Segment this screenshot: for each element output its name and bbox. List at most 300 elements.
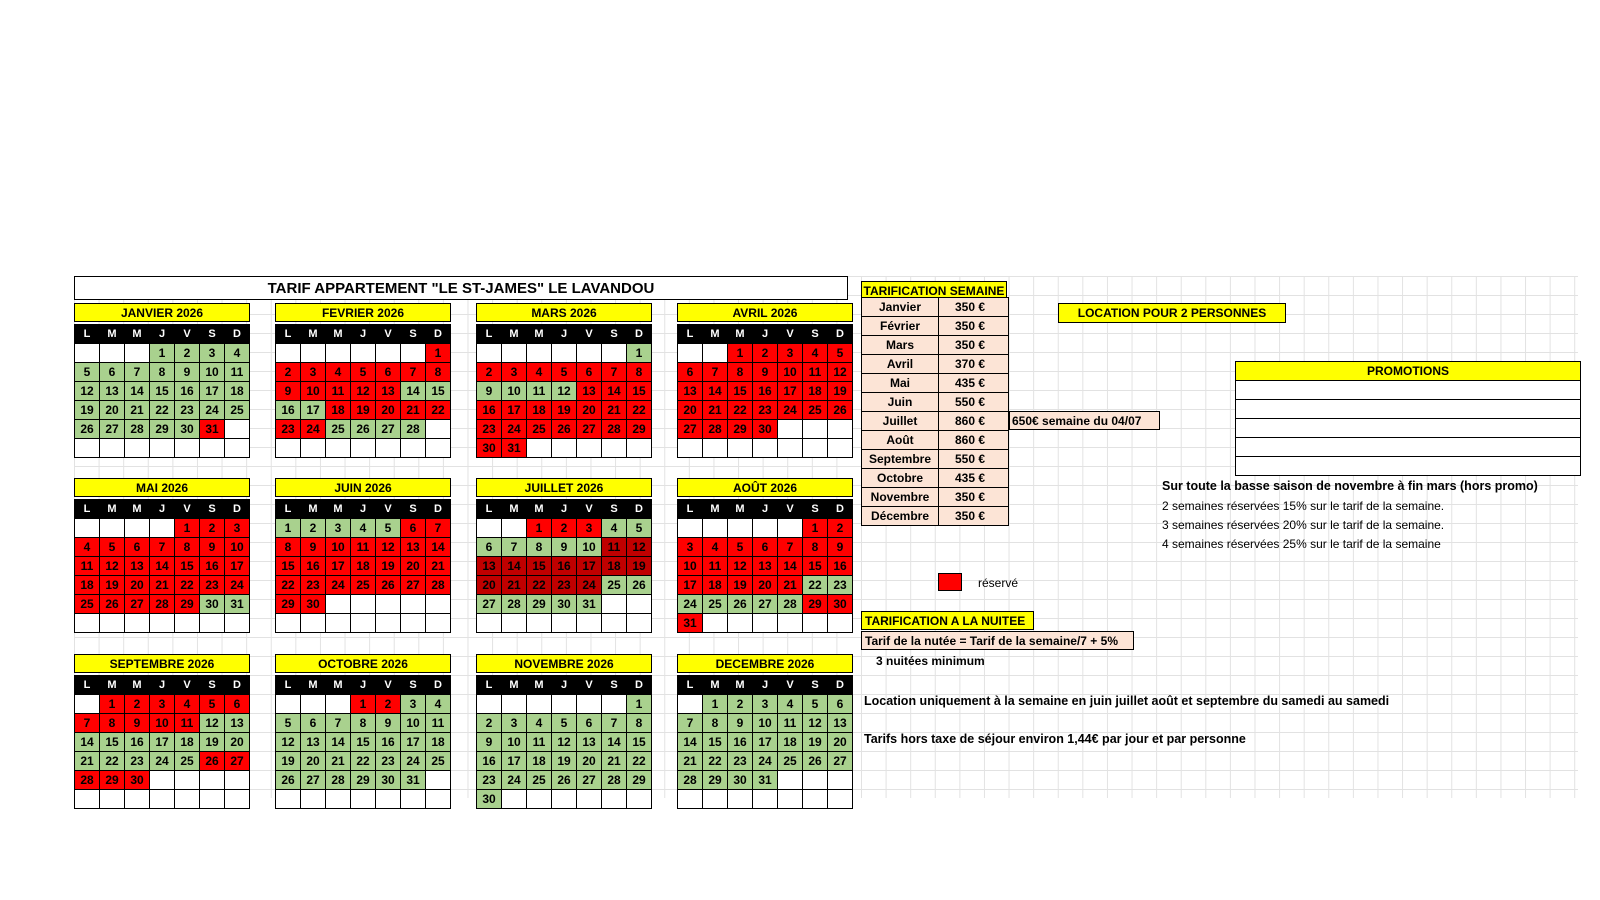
- day-cell-reserved: 8: [728, 363, 753, 382]
- promotion-row: [1235, 419, 1581, 438]
- day-cell-reserved: 16: [301, 557, 326, 576]
- weekday-header: L: [276, 676, 301, 695]
- empty-cell: [527, 439, 552, 458]
- day-cell-reserved: 24: [577, 576, 602, 595]
- day-cell-reserved: 20: [678, 401, 703, 420]
- weekday-header: M: [301, 500, 326, 519]
- day-cell-available: 26: [552, 771, 577, 790]
- empty-cell: [301, 790, 326, 809]
- tarif-row: [862, 355, 1009, 374]
- day-cell-available: 23: [828, 576, 853, 595]
- day-cell-reserved: 18: [75, 576, 100, 595]
- day-cell-reserved: 24: [301, 420, 326, 439]
- empty-cell: [225, 420, 250, 439]
- weekday-header: S: [803, 500, 828, 519]
- day-cell-reserved: 18: [326, 401, 351, 420]
- empty-cell: [376, 614, 401, 633]
- day-cell-available: 3: [502, 714, 527, 733]
- day-cell-reserved: 12: [100, 557, 125, 576]
- tarif-month: Février: [862, 317, 939, 336]
- month-name: OCTOBRE 2026: [275, 654, 451, 673]
- day-cell-reserved: 11: [326, 382, 351, 401]
- empty-cell: [401, 790, 426, 809]
- day-cell-reserved: 7: [150, 538, 175, 557]
- weekday-header: D: [627, 325, 652, 344]
- day-cell-reserved: 15: [276, 557, 301, 576]
- tarif-price: 550 €: [939, 393, 1009, 412]
- day-cell-available: 13: [225, 714, 250, 733]
- tarif-month: Octobre: [862, 469, 939, 488]
- weekday-header: L: [477, 325, 502, 344]
- weekday-header: D: [828, 500, 853, 519]
- empty-cell: [426, 595, 451, 614]
- empty-cell: [401, 344, 426, 363]
- day-cell-available: 24: [502, 771, 527, 790]
- empty-cell: [703, 519, 728, 538]
- weekday-header: V: [577, 676, 602, 695]
- weekday-header: M: [326, 500, 351, 519]
- weekday-header: M: [527, 500, 552, 519]
- day-cell-reserved: 28: [426, 576, 451, 595]
- day-cell-reserved: 26: [828, 401, 853, 420]
- empty-cell: [150, 614, 175, 633]
- empty-cell: [552, 439, 577, 458]
- day-cell-available: 19: [200, 733, 225, 752]
- juillet-note: 650€ semaine du 04/07: [1009, 411, 1160, 430]
- day-cell-reserved: 17: [778, 382, 803, 401]
- empty-cell: [778, 614, 803, 633]
- day-cell-available: 30: [728, 771, 753, 790]
- day-cell-available: 11: [778, 714, 803, 733]
- empty-cell: [150, 439, 175, 458]
- day-cell-reserved: 31: [678, 614, 703, 633]
- day-cell-reserved: 5: [351, 363, 376, 382]
- day-cell-reserved: 17: [678, 576, 703, 595]
- day-cell-reserved: 30: [301, 595, 326, 614]
- month-grid: [275, 675, 451, 809]
- day-cell-available: 7: [502, 538, 527, 557]
- day-cell-available: 21: [125, 401, 150, 420]
- day-cell-reserved: 1: [728, 344, 753, 363]
- empty-cell: [75, 519, 100, 538]
- weekday-header: D: [225, 325, 250, 344]
- empty-cell: [426, 771, 451, 790]
- day-cell-reserved: 31: [200, 420, 225, 439]
- day-cell-reserved: 12: [351, 382, 376, 401]
- tarif-price: 370 €: [939, 355, 1009, 374]
- day-cell-available: 17: [401, 733, 426, 752]
- day-cell-reserved: 1: [426, 344, 451, 363]
- empty-cell: [326, 790, 351, 809]
- day-cell-available: 5: [75, 363, 100, 382]
- tarif-row: [862, 336, 1009, 355]
- day-cell-reserved: 6: [376, 363, 401, 382]
- empty-cell: [75, 344, 100, 363]
- tarif-row: [862, 393, 1009, 412]
- weekday-header: M: [728, 500, 753, 519]
- day-cell-reserved: 25: [351, 576, 376, 595]
- day-cell-available: 14: [75, 733, 100, 752]
- day-cell-reserved: 25: [75, 595, 100, 614]
- day-cell-reserved: 17: [502, 401, 527, 420]
- weekday-header: D: [627, 676, 652, 695]
- day-cell-reserved: 21: [150, 576, 175, 595]
- weekday-header: D: [426, 676, 451, 695]
- day-cell-reserved: 24: [778, 401, 803, 420]
- empty-cell: [627, 614, 652, 633]
- empty-cell: [728, 614, 753, 633]
- tarif-month: Mars: [862, 336, 939, 355]
- empty-cell: [753, 614, 778, 633]
- day-cell-available: 16: [477, 752, 502, 771]
- weekday-header: J: [351, 676, 376, 695]
- month-grid: [677, 675, 853, 809]
- day-cell-reserved: 4: [703, 538, 728, 557]
- day-cell-reserved: 30: [125, 771, 150, 790]
- tarif-month: Novembre: [862, 488, 939, 507]
- empty-cell: [527, 344, 552, 363]
- month-calendar: [476, 478, 652, 633]
- month-calendar: [476, 303, 652, 458]
- day-cell-reserved: 27: [125, 595, 150, 614]
- day-cell-available: 8: [150, 363, 175, 382]
- day-cell-reserved: 1: [351, 695, 376, 714]
- empty-cell: [200, 790, 225, 809]
- day-cell-reserved: 26: [376, 576, 401, 595]
- day-cell-available: 22: [803, 576, 828, 595]
- day-cell-reserved: 4: [527, 363, 552, 382]
- day-cell-available: 27: [100, 420, 125, 439]
- day-cell-reserved: 25: [803, 401, 828, 420]
- tarif-price: 350 €: [939, 507, 1009, 526]
- day-cell-reserved: 16: [828, 557, 853, 576]
- day-cell-available: 8: [703, 714, 728, 733]
- day-cell-available: 30: [552, 595, 577, 614]
- month-name: SEPTEMBRE 2026: [74, 654, 250, 673]
- day-cell-available: 20: [301, 752, 326, 771]
- empty-cell: [175, 439, 200, 458]
- weekday-header: M: [125, 500, 150, 519]
- day-cell-reserved: 27: [225, 752, 250, 771]
- day-cell-reserved: 12: [728, 557, 753, 576]
- month-calendar: [74, 654, 250, 809]
- empty-cell: [376, 344, 401, 363]
- weekday-header: L: [678, 676, 703, 695]
- weekday-header: M: [728, 325, 753, 344]
- weekday-header: L: [678, 500, 703, 519]
- day-cell-available: 10: [753, 714, 778, 733]
- weekday-header: J: [753, 500, 778, 519]
- day-cell-reserved: 12: [627, 538, 652, 557]
- month-name: AVRIL 2026: [677, 303, 853, 322]
- weekday-header: M: [728, 676, 753, 695]
- day-cell-reserved: 8: [100, 714, 125, 733]
- tarif-month: Septembre: [862, 450, 939, 469]
- day-cell-reserved: 21: [401, 401, 426, 420]
- day-cell-available: 30: [200, 595, 225, 614]
- day-cell-available: 26: [627, 576, 652, 595]
- day-cell-available: 30: [376, 771, 401, 790]
- weekday-header: M: [703, 676, 728, 695]
- nuitee-header: TARIFICATION A LA NUITEE: [861, 611, 1034, 630]
- empty-cell: [351, 790, 376, 809]
- month-name: JANVIER 2026: [74, 303, 250, 322]
- day-cell-available: 27: [301, 771, 326, 790]
- weekday-header: J: [150, 500, 175, 519]
- day-cell-reserved: 1: [803, 519, 828, 538]
- day-cell-reserved: 10: [326, 538, 351, 557]
- weekday-header: V: [175, 500, 200, 519]
- day-cell-reserved: 27: [678, 420, 703, 439]
- day-cell-available: 11: [426, 714, 451, 733]
- empty-cell: [75, 695, 100, 714]
- day-cell-available: 28: [401, 420, 426, 439]
- empty-cell: [200, 614, 225, 633]
- empty-cell: [276, 344, 301, 363]
- empty-cell: [326, 595, 351, 614]
- day-cell-reserved: 25: [527, 420, 552, 439]
- weekday-header: M: [326, 325, 351, 344]
- day-cell-reserved: 23: [552, 576, 577, 595]
- day-cell-reserved: 9: [301, 538, 326, 557]
- day-cell-reserved: 29: [803, 595, 828, 614]
- day-cell-reserved: 22: [728, 401, 753, 420]
- day-cell-available: 25: [175, 752, 200, 771]
- empty-cell: [376, 790, 401, 809]
- tarif-month: Janvier: [862, 298, 939, 317]
- empty-cell: [728, 790, 753, 809]
- day-cell-available: 14: [401, 382, 426, 401]
- day-cell-reserved: 15: [175, 557, 200, 576]
- day-cell-available: 16: [125, 733, 150, 752]
- day-cell-reserved: 14: [502, 557, 527, 576]
- month-name: MAI 2026: [74, 478, 250, 497]
- day-cell-reserved: 11: [703, 557, 728, 576]
- weekday-header: J: [150, 676, 175, 695]
- empty-cell: [552, 344, 577, 363]
- day-cell-reserved: 21: [703, 401, 728, 420]
- empty-cell: [803, 771, 828, 790]
- weekday-header: V: [778, 500, 803, 519]
- day-cell-reserved: 29: [728, 420, 753, 439]
- day-cell-available: 4: [602, 519, 627, 538]
- day-cell-available: 7: [602, 714, 627, 733]
- day-cell-available: 5: [376, 519, 401, 538]
- month-calendar: [677, 303, 853, 458]
- empty-cell: [301, 614, 326, 633]
- day-cell-available: 7: [326, 714, 351, 733]
- day-cell-reserved: 3: [678, 538, 703, 557]
- empty-cell: [678, 519, 703, 538]
- empty-cell: [803, 420, 828, 439]
- month-calendar: [677, 478, 853, 633]
- empty-cell: [527, 695, 552, 714]
- day-cell-available: 25: [602, 576, 627, 595]
- day-cell-available: 3: [753, 695, 778, 714]
- tarif-month: Juillet: [862, 412, 939, 431]
- day-cell-reserved: 13: [753, 557, 778, 576]
- day-cell-reserved: 15: [527, 557, 552, 576]
- day-cell-reserved: 9: [125, 714, 150, 733]
- empty-cell: [778, 439, 803, 458]
- day-cell-available: 9: [552, 538, 577, 557]
- weekday-header: V: [577, 500, 602, 519]
- weekday-header: M: [326, 676, 351, 695]
- weekday-header: D: [225, 676, 250, 695]
- day-cell-reserved: 10: [301, 382, 326, 401]
- month-name: FEVRIER 2026: [275, 303, 451, 322]
- empty-cell: [326, 695, 351, 714]
- empty-cell: [602, 439, 627, 458]
- day-cell-available: 28: [326, 771, 351, 790]
- empty-cell: [502, 614, 527, 633]
- day-cell-reserved: 28: [602, 420, 627, 439]
- day-cell-available: 12: [552, 382, 577, 401]
- day-cell-reserved: 13: [376, 382, 401, 401]
- day-cell-reserved: 7: [703, 363, 728, 382]
- day-cell-available: 6: [477, 538, 502, 557]
- empty-cell: [401, 439, 426, 458]
- empty-cell: [125, 344, 150, 363]
- empty-cell: [753, 439, 778, 458]
- day-cell-reserved: 9: [200, 538, 225, 557]
- day-cell-available: 28: [125, 420, 150, 439]
- day-cell-available: 7: [678, 714, 703, 733]
- day-cell-reserved: 3: [301, 363, 326, 382]
- weekday-header: D: [828, 676, 853, 695]
- day-cell-reserved: 2: [477, 363, 502, 382]
- day-cell-reserved: 14: [703, 382, 728, 401]
- empty-cell: [753, 790, 778, 809]
- day-cell-reserved: 11: [75, 557, 100, 576]
- day-cell-reserved: 16: [552, 557, 577, 576]
- empty-cell: [326, 439, 351, 458]
- day-cell-available: 31: [577, 595, 602, 614]
- day-cell-available: 20: [225, 733, 250, 752]
- day-cell-reserved: 24: [225, 576, 250, 595]
- day-cell-available: 24: [753, 752, 778, 771]
- nuitee-minimum: 3 nuitées minimum: [876, 654, 985, 668]
- month-grid: [275, 324, 451, 458]
- empty-cell: [552, 695, 577, 714]
- empty-cell: [326, 614, 351, 633]
- day-cell-reserved: 16: [753, 382, 778, 401]
- day-cell-reserved: 6: [577, 363, 602, 382]
- empty-cell: [552, 614, 577, 633]
- day-cell-available: 28: [602, 771, 627, 790]
- page-title: TARIF APPARTEMENT "LE ST-JAMES" LE LAVANDOU: [74, 276, 848, 300]
- empty-cell: [602, 614, 627, 633]
- day-cell-available: 22: [150, 401, 175, 420]
- month-calendar: [275, 654, 451, 809]
- day-cell-available: 5: [552, 714, 577, 733]
- month-grid: [476, 324, 652, 458]
- weekday-header: V: [778, 676, 803, 695]
- day-cell-available: 16: [376, 733, 401, 752]
- day-cell-available: 12: [276, 733, 301, 752]
- day-cell-available: 18: [778, 733, 803, 752]
- empty-cell: [351, 595, 376, 614]
- empty-cell: [728, 519, 753, 538]
- day-cell-available: 9: [477, 382, 502, 401]
- day-cell-reserved: 19: [627, 557, 652, 576]
- day-cell-reserved: 3: [778, 344, 803, 363]
- day-cell-available: 24: [678, 595, 703, 614]
- tarif-semaine-table: [861, 297, 1009, 526]
- day-cell-available: 10: [577, 538, 602, 557]
- day-cell-available: 13: [301, 733, 326, 752]
- day-cell-available: 25: [778, 752, 803, 771]
- empty-cell: [577, 344, 602, 363]
- weekday-header: L: [477, 676, 502, 695]
- day-cell-reserved: 7: [75, 714, 100, 733]
- weekday-header: S: [602, 676, 627, 695]
- day-cell-available: 28: [502, 595, 527, 614]
- empty-cell: [351, 614, 376, 633]
- month-name: AOÛT 2026: [677, 478, 853, 497]
- day-cell-available: 8: [627, 714, 652, 733]
- empty-cell: [627, 439, 652, 458]
- day-cell-available: 23: [477, 771, 502, 790]
- day-cell-reserved: 15: [803, 557, 828, 576]
- day-cell-reserved: 18: [351, 557, 376, 576]
- day-cell-reserved: 9: [828, 538, 853, 557]
- weekday-header: J: [150, 325, 175, 344]
- day-cell-reserved: 13: [477, 557, 502, 576]
- day-cell-available: 4: [527, 714, 552, 733]
- weekday-header: D: [627, 500, 652, 519]
- day-cell-reserved: 9: [276, 382, 301, 401]
- day-cell-available: 23: [175, 401, 200, 420]
- day-cell-available: 19: [276, 752, 301, 771]
- day-cell-available: 9: [175, 363, 200, 382]
- day-cell-available: 17: [301, 401, 326, 420]
- empty-cell: [803, 790, 828, 809]
- weekday-header: S: [200, 500, 225, 519]
- day-cell-reserved: 5: [200, 695, 225, 714]
- empty-cell: [703, 439, 728, 458]
- empty-cell: [125, 614, 150, 633]
- day-cell-reserved: 16: [200, 557, 225, 576]
- tarif-price: 435 €: [939, 374, 1009, 393]
- day-cell-available: 30: [477, 790, 502, 809]
- day-cell-reserved: 9: [753, 363, 778, 382]
- day-cell-available: 25: [703, 595, 728, 614]
- day-cell-available: 26: [276, 771, 301, 790]
- weekday-header: S: [401, 500, 426, 519]
- day-cell-reserved: 13: [401, 538, 426, 557]
- empty-cell: [552, 790, 577, 809]
- note-location: Location uniquement à la semaine en juin juillet août et septembre du samedi au samedi: [864, 694, 1390, 708]
- day-cell-reserved: 23: [276, 420, 301, 439]
- day-cell-reserved: 6: [125, 538, 150, 557]
- day-cell-available: 2: [728, 695, 753, 714]
- day-cell-available: 4: [426, 695, 451, 714]
- weekday-header: M: [100, 676, 125, 695]
- promotion-row: [1235, 381, 1581, 400]
- day-cell-available: 28: [678, 771, 703, 790]
- day-cell-reserved: 10: [678, 557, 703, 576]
- empty-cell: [502, 519, 527, 538]
- day-cell-available: 16: [728, 733, 753, 752]
- empty-cell: [150, 790, 175, 809]
- day-cell-reserved: 20: [125, 576, 150, 595]
- day-cell-available: 9: [477, 733, 502, 752]
- tarif-row: [862, 317, 1009, 336]
- weekday-header: J: [552, 500, 577, 519]
- day-cell-reserved: 26: [200, 752, 225, 771]
- weekday-header: V: [376, 325, 401, 344]
